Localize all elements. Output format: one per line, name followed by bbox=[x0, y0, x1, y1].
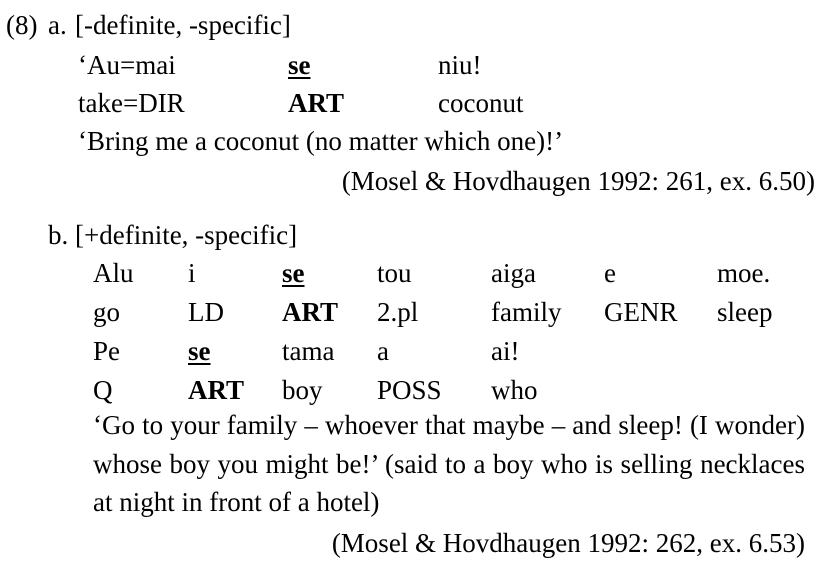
b1-word-7: moe. bbox=[717, 258, 771, 288]
a-gloss-1: take=DIR bbox=[78, 88, 185, 118]
subexample-b-label: b. bbox=[48, 220, 69, 250]
subexample-b-features: [+definite, -specific] bbox=[75, 220, 298, 250]
subexample-a-features: [-definite, -specific] bbox=[75, 10, 291, 40]
b1-word-4: tou bbox=[377, 258, 412, 288]
b2-gloss-3: boy bbox=[282, 375, 323, 405]
b1-gloss-2: LD bbox=[188, 297, 224, 327]
b2-gloss-1: Q bbox=[93, 375, 113, 405]
b1-word-1: Alu bbox=[93, 258, 134, 288]
a-gloss-3: coconut bbox=[438, 88, 524, 118]
b2-word-1: Pe bbox=[93, 336, 120, 366]
a-gloss-2: ART bbox=[288, 88, 345, 118]
b2-gloss-2: ART bbox=[188, 375, 245, 405]
b-citation: (Mosel & Hovdhaugen 1992: 262, ex. 6.53) bbox=[331, 528, 805, 558]
b2-gloss-4: POSS bbox=[377, 375, 442, 405]
a-word-1: ‘Au=mai bbox=[78, 50, 176, 80]
subexample-a-label: a. bbox=[48, 10, 67, 40]
b1-word-6: e bbox=[604, 258, 616, 288]
b2-word-5: ai! bbox=[491, 336, 520, 366]
a-citation: (Mosel & Hovdhaugen 1992: 261, ex. 6.50) bbox=[341, 166, 815, 196]
b2-word-4: a bbox=[377, 336, 389, 366]
b2-word-3: tama bbox=[282, 336, 335, 366]
b1-word-3: se bbox=[282, 258, 305, 288]
b1-gloss-4: 2.pl bbox=[377, 297, 419, 327]
b1-gloss-6: GENR bbox=[604, 297, 678, 327]
b1-gloss-3: ART bbox=[282, 297, 339, 327]
b1-word-5: aiga bbox=[491, 258, 536, 288]
b1-gloss-5: family bbox=[491, 297, 562, 327]
b1-gloss-7: sleep bbox=[717, 297, 773, 327]
a-translation: ‘Bring me a coconut (no matter which one)!’ bbox=[78, 126, 564, 156]
a-word-3: niu! bbox=[438, 50, 482, 80]
b-translation: ‘Go to your family – whoever that maybe – and sleep! (I wonder) whose boy you might be!’ (said to a boy who is selling necklaces at night in front of a hotel) bbox=[93, 410, 805, 517]
a-word-2: se bbox=[288, 50, 311, 80]
b1-word-2: i bbox=[188, 258, 196, 288]
b2-word-2: se bbox=[188, 336, 211, 366]
example-number: (8) bbox=[6, 10, 38, 40]
b1-gloss-1: go bbox=[93, 297, 120, 327]
b2-gloss-5: who bbox=[491, 375, 538, 405]
